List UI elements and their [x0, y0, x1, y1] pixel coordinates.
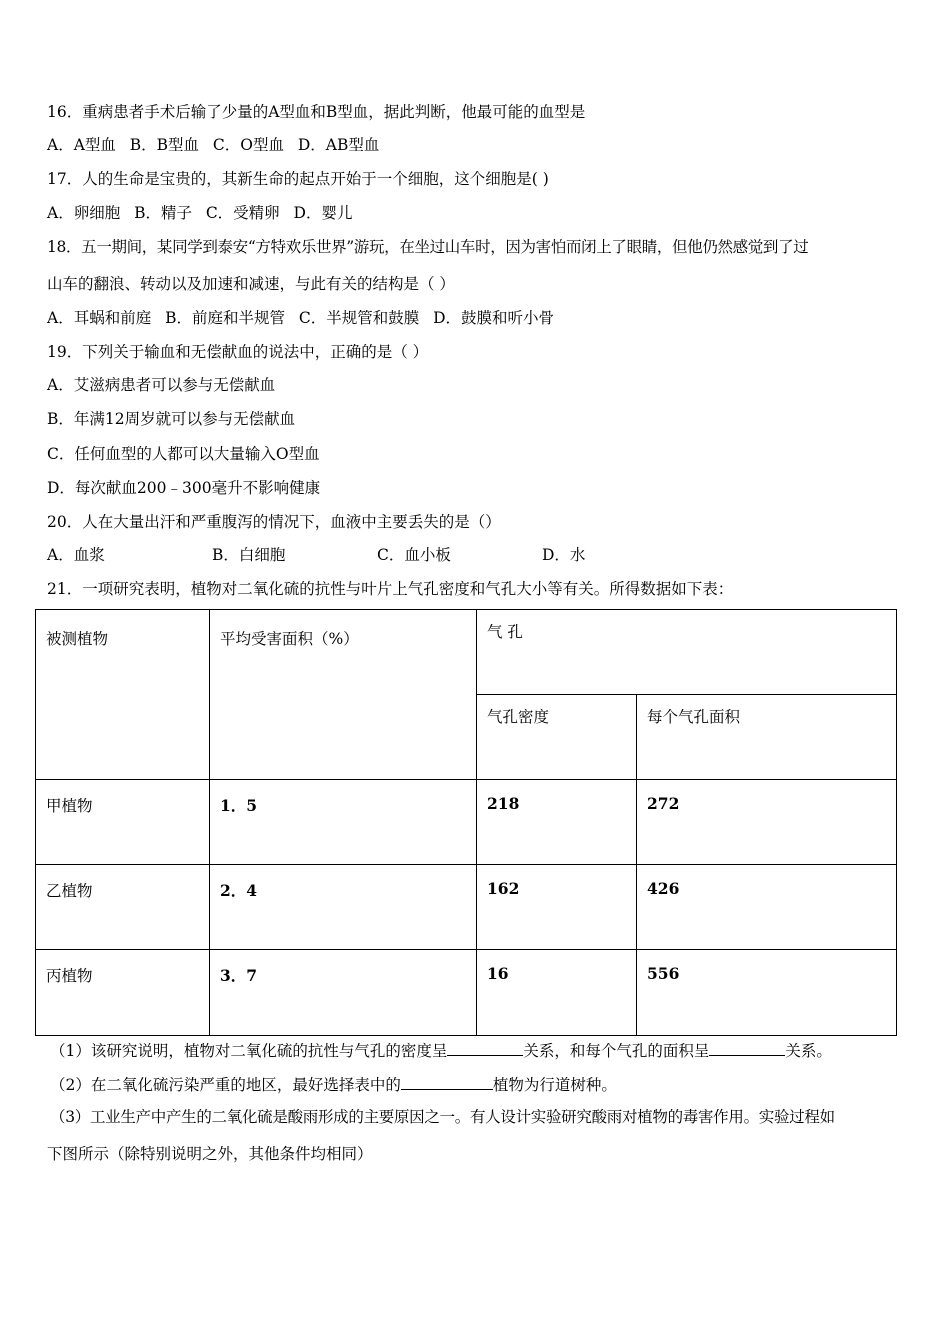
answer-blank-1[interactable]	[447, 1039, 523, 1056]
q21-sub1-part-b: 关系，和每个气孔的面积呈	[523, 1042, 710, 1060]
q20-option-a: A．血浆	[47, 546, 105, 564]
table-row	[36, 780, 897, 865]
cell-density: 162	[477, 865, 637, 950]
q17-option-a: A．卵细胞	[47, 204, 121, 222]
cell-damage: 1．5	[210, 780, 477, 865]
q17-option-d: D．婴儿	[293, 204, 353, 222]
q16-option-a: A．A型血	[47, 136, 116, 154]
q18-option-b: B．前庭和半规管	[165, 309, 285, 327]
answer-blank-2[interactable]	[709, 1039, 785, 1056]
q21-stem: 21．一项研究表明，植物对二氧化硫的抗性与叶片上气孔密度和气孔大小等有关。所得数据如下表：	[47, 580, 734, 598]
q20-option-c: C．血小板	[377, 546, 451, 564]
cell-plant: 甲植物	[36, 780, 210, 865]
cell-plant: 丙植物	[36, 950, 210, 1036]
cell-area: 426	[637, 865, 897, 950]
q19-option-c: C．任何血型的人都可以大量输入O型血	[47, 445, 320, 463]
q16-option-b: B．B型血	[129, 136, 200, 154]
q19-stem: 19．下列关于输血和无偿献血的说法中，正确的是（ ）	[47, 343, 429, 361]
q18-option-d: D．鼓膜和听小骨	[433, 309, 554, 327]
stomata-data-table	[35, 609, 897, 1036]
q21-sub1-part-c: 关系。	[785, 1042, 832, 1060]
q19-option-a: A．艾滋病患者可以参与无偿献血	[47, 376, 276, 394]
q16-options	[47, 135, 383, 155]
q16-option-d: D．AB型血	[297, 136, 380, 154]
answer-blank-3[interactable]	[401, 1073, 493, 1090]
q21-sub1	[50, 1039, 832, 1061]
q21-sub3-line1: （3）工业生产中产生的二氧化硫是酸雨形成的主要原因之一。有人设计实验研究酸雨对植物的毒害作用。实验过程如	[50, 1108, 835, 1126]
q21-sub2-part-b: 植物为行道树种。	[492, 1076, 617, 1094]
q21-sub1-part-a: （1）该研究说明，植物对二氧化硫的抗性与气孔的密度呈	[50, 1042, 448, 1060]
q18-option-a: A．耳蜗和前庭	[47, 309, 152, 327]
cell-density: 218	[477, 780, 637, 865]
q18-option-c: C．半规管和鼓膜	[298, 309, 420, 327]
header-stomata: 气 孔	[477, 610, 897, 695]
q19-option-d: D．每次献血200﹣300毫升不影响健康	[47, 479, 321, 497]
q20-options	[47, 545, 847, 565]
q17-stem: 17．人的生命是宝贵的，其新生命的起点开始于一个细胞，这个细胞是( )	[47, 170, 549, 188]
header-damage: 平均受害面积（%）	[210, 610, 477, 780]
header-plant: 被测植物	[36, 610, 210, 780]
q20-option-b: B．白细胞	[212, 546, 286, 564]
header-area: 每个气孔面积	[637, 695, 897, 780]
q21-sub2-part-a: （2）在二氧化硫污染严重的地区，最好选择表中的	[50, 1076, 401, 1094]
q16-option-c: C．O型血	[212, 136, 284, 154]
cell-damage: 2．4	[210, 865, 477, 950]
cell-damage: 3．7	[210, 950, 477, 1036]
q16-stem: 16．重病患者手术后输了少量的A型血和B型血，据此判断，他最可能的血型是	[47, 103, 586, 121]
q18-stem-line1: 18．五一期间，某同学到泰安“方特欢乐世界”游玩，在坐过山车时，因为害怕而闭上了眼睛，但他仍然感觉到了过	[47, 238, 809, 256]
q20-stem: 20．人在大量出汗和严重腹泻的情况下，血液中主要丢失的是（）	[47, 513, 501, 531]
q18-options	[47, 308, 558, 328]
q17-option-c: C．受精卵	[205, 204, 280, 222]
table-row	[36, 950, 897, 1036]
q18-stem-line2: 山车的翻浪、转动以及加速和减速，与此有关的结构是（ ）	[47, 275, 455, 293]
table-row	[36, 865, 897, 950]
q19-option-b: B．年满12周岁就可以参与无偿献血	[47, 410, 296, 428]
cell-plant: 乙植物	[36, 865, 210, 950]
q17-options	[47, 203, 356, 223]
q21-sub3-line2: 下图所示（除特别说明之外，其他条件均相同）	[47, 1145, 373, 1163]
cell-area: 272	[637, 780, 897, 865]
q17-option-b: B．精子	[134, 204, 192, 222]
q21-sub2	[50, 1073, 617, 1095]
cell-density: 16	[477, 950, 637, 1036]
cell-area: 556	[637, 950, 897, 1036]
header-density: 气孔密度	[477, 695, 637, 780]
q20-option-d: D．水	[542, 546, 586, 564]
